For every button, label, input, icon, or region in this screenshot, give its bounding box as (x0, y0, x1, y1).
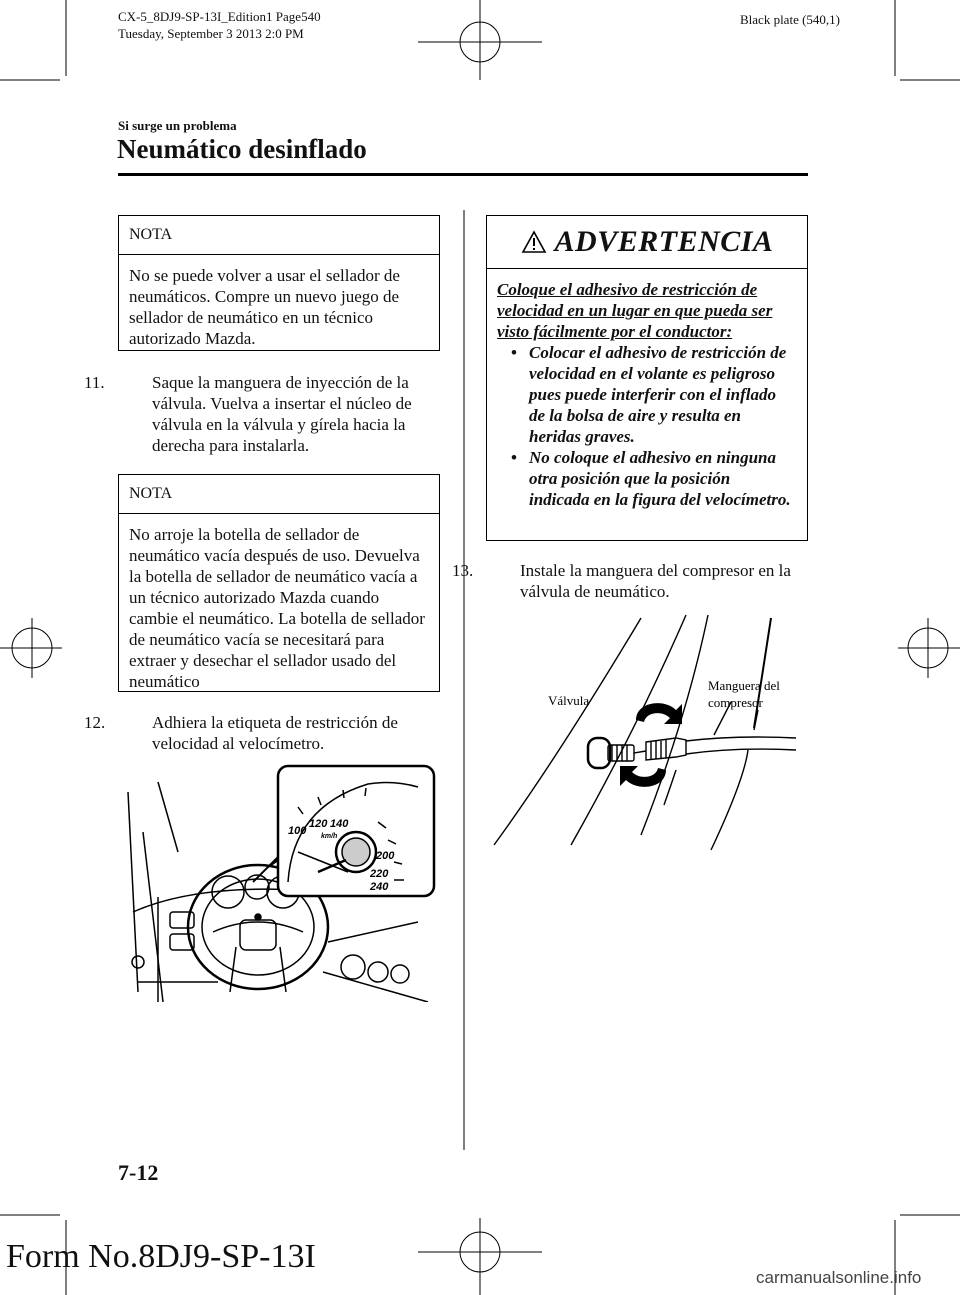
step-number: 12. (84, 713, 106, 732)
note-text: No se puede volver a usar el sellador de neumáticos. Compre un nuevo juego de sellador de neumático en un técnico autorizado Mazda. (129, 266, 400, 348)
speed-unit: km/h (321, 833, 338, 840)
warning-bullet: • Colocar el adhesivo de restricción de velocidad en el volante es peligroso pues puede interferir con el inflado de la bolsa de aire y resulta en heridas graves. (507, 342, 793, 447)
file-info-line1: CX-5_8DJ9-SP-13I_Edition1 Page540 (118, 9, 321, 24)
step-number: 11. (84, 373, 105, 392)
warning-body (487, 269, 807, 520)
warning-box (486, 215, 808, 541)
speed-tick-label: 140 (330, 818, 349, 830)
step-number: 13. (452, 561, 474, 580)
note-box-1 (118, 215, 440, 351)
title-rule (118, 173, 808, 176)
page-title: Neumático desinflado (117, 134, 367, 164)
step-13 (452, 560, 811, 602)
speed-tick-label: 220 (370, 868, 389, 880)
warning-bullets (507, 342, 793, 510)
hose-label-line2: compresor (708, 695, 763, 710)
warning-lead: Coloque el adhesivo de restricción de velocidad en un lugar en que pueda ser visto fácilmente por el conductor: (497, 280, 773, 341)
warning-title: ADVERTENCIA (554, 225, 774, 258)
plate-label: Black plate (540,1) (740, 12, 840, 27)
section-label: Si surge un problema (118, 118, 237, 133)
valve-hose-illustration (486, 610, 808, 855)
speed-tick-label: 200 (376, 850, 395, 862)
page-number: 7-12 (118, 1160, 159, 1185)
warning-bullet: • No coloque el adhesivo en ninguna otra posición que la posición indicada en la figura del velocímetro. (507, 447, 793, 510)
note-heading: NOTA (119, 475, 439, 514)
note-text: No arroje la botella de sellador de neumático vacía después de uso. Devuelva la botella de sellador de neumático vacía a un técnico autorizado Mazda cuando cambie el neumático. La botella de sellador de neumático vacía se necesitará para extraer y desechar el sellador usado del neumático (129, 525, 425, 691)
file-info (118, 8, 321, 42)
speed-tick-label: 100 (288, 825, 307, 837)
warning-triangle-icon (521, 230, 547, 254)
speed-tick-label: 120 (309, 818, 328, 830)
note-heading: NOTA (119, 216, 439, 255)
speedometer-illustration (118, 762, 438, 1002)
note-box-2 (118, 474, 440, 692)
file-info-line2: Tuesday, September 3 2013 2:0 PM (118, 26, 304, 41)
step-12 (84, 712, 443, 754)
valve-label: Válvula (548, 693, 590, 708)
hose-label-line1: Manguera del (708, 678, 780, 693)
step-text: Saque la manguera de inyección de la válvula. Vuelva a insertar el núcleo de válvula en la válvula y gírela hacia la derecha para instalarla. (152, 373, 412, 455)
warning-header (487, 216, 807, 269)
step-11 (84, 372, 443, 456)
step-text: Instale la manguera del compresor en la válvula de neumático. (520, 561, 791, 601)
form-number: Form No.8DJ9-SP-13I (6, 1238, 316, 1275)
speed-tick-label: 240 (370, 881, 389, 893)
step-text: Adhiera la etiqueta de restricción de velocidad al velocímetro. (152, 713, 398, 753)
watermark-logo: carmanualsonline.info (756, 1268, 922, 1287)
